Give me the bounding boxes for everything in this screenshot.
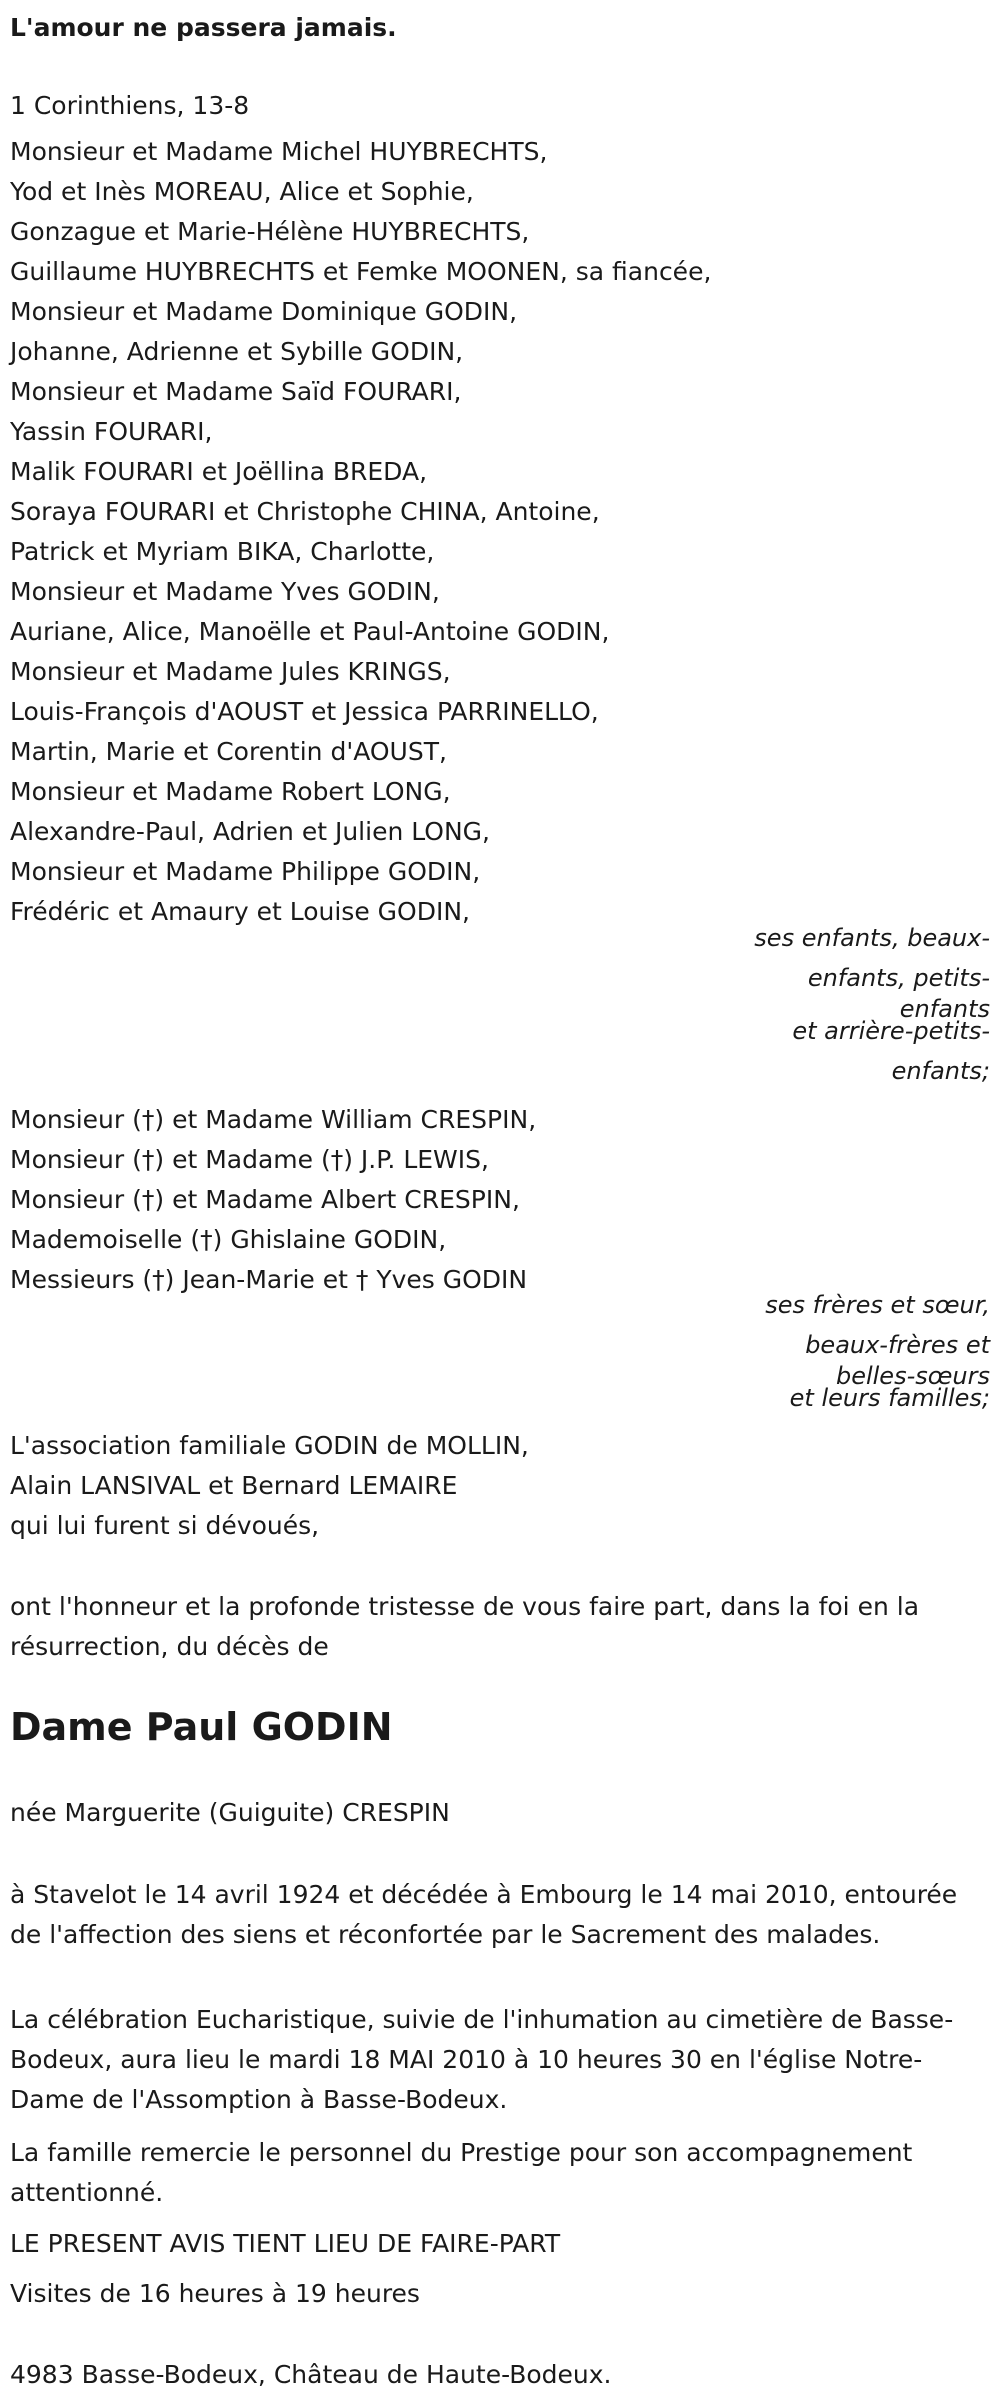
- family-line: L'association familiale GODIN de MOLLIN,: [10, 1431, 529, 1460]
- family-line: Messieurs (†) Jean-Marie et † Yves GODIN: [10, 1265, 528, 1294]
- relation-line: beaux-frères et: [805, 1331, 990, 1359]
- relation-line: belles-sœurs: [835, 1362, 990, 1390]
- siblings-relation: [730, 1285, 990, 1412]
- thanks-text: La famille remercie le personnel du Prestige pour son accompagnement attentionné.: [10, 2138, 913, 2207]
- family-line: Patrick et Myriam BIKA, Charlotte,: [10, 537, 435, 566]
- announcement-text: ont l'honneur et la profonde tristesse de vous faire part, dans la foi en la résurrection, du décès de: [10, 1592, 920, 1661]
- family-line: Monsieur et Madame Dominique GODIN,: [10, 297, 518, 326]
- family-line: Louis-François d'AOUST et Jessica PARRINELLO,: [10, 697, 599, 726]
- family-line: Monsieur (†) et Madame Albert CRESPIN,: [10, 1185, 520, 1214]
- children-relation: [730, 918, 990, 1091]
- ceremony-details: La célébration Eucharistique, suivie de l'inhumation au cimetière de Basse-Bodeux, aura lieu le mardi 18 MAI 2010 à 10 heures 30 en l'église Notre-Dame de l'Assomption à Basse-Bodeux.: [10, 2005, 954, 2114]
- family-line: Alain LANSIVAL et Bernard LEMAIRE: [10, 1471, 458, 1500]
- family-line: Malik FOURARI et Joëllina BREDA,: [10, 457, 428, 486]
- family-line: Monsieur (†) et Madame (†) J.P. LEWIS,: [10, 1145, 489, 1174]
- family-line: Martin, Marie et Corentin d'AOUST,: [10, 737, 447, 766]
- children-list: [10, 132, 711, 932]
- birth-name: née Marguerite (Guiguite) CRESPIN: [10, 1798, 450, 1827]
- relation-line: enfants: [899, 995, 990, 1023]
- opening-quote: L'amour ne passera jamais.: [10, 13, 397, 42]
- deceased-name: Dame Paul GODIN: [10, 1705, 393, 1749]
- bible-citation: 1 Corinthiens, 13-8: [10, 91, 250, 120]
- family-line: Auriane, Alice, Manoëlle et Paul-Antoine GODIN,: [10, 617, 610, 646]
- family-line: Frédéric et Amaury et Louise GODIN,: [10, 897, 470, 926]
- family-line: Monsieur et Madame Yves GODIN,: [10, 577, 440, 606]
- family-line: Guillaume HUYBRECHTS et Femke MOONEN, sa fiancée,: [10, 257, 712, 286]
- family-line: qui lui furent si dévoués,: [10, 1511, 320, 1540]
- family-line: Monsieur et Madame Philippe GODIN,: [10, 857, 481, 886]
- address: 4983 Basse-Bodeux, Château de Haute-Bodeux.: [10, 2360, 612, 2389]
- family-line: Soraya FOURARI et Christophe CHINA, Antoine,: [10, 497, 600, 526]
- family-line: Monsieur et Madame Saïd FOURARI,: [10, 377, 462, 406]
- family-line: Mademoiselle (†) Ghislaine GODIN,: [10, 1225, 447, 1254]
- family-line: Gonzague et Marie-Hélène HUYBRECHTS,: [10, 217, 530, 246]
- association-list: [10, 1426, 529, 1546]
- relation-line: et arrière-petits-: [792, 1017, 990, 1045]
- family-line: Monsieur (†) et Madame William CRESPIN,: [10, 1105, 537, 1134]
- family-line: Johanne, Adrienne et Sybille GODIN,: [10, 337, 464, 366]
- visiting-hours: Visites de 16 heures à 19 heures: [10, 2279, 420, 2308]
- relation-line: et leurs familles;: [789, 1384, 990, 1412]
- relation-line: enfants, petits-: [807, 964, 990, 992]
- relation-line: ses enfants, beaux-: [754, 924, 990, 952]
- family-line: Alexandre-Paul, Adrien et Julien LONG,: [10, 817, 490, 846]
- family-line: Monsieur et Madame Michel HUYBRECHTS,: [10, 137, 548, 166]
- relation-line: enfants;: [891, 1057, 990, 1085]
- siblings-list: [10, 1100, 536, 1300]
- family-line: Monsieur et Madame Robert LONG,: [10, 777, 451, 806]
- birth-death-details: à Stavelot le 14 avril 1924 et décédée à Embourg le 14 mai 2010, entourée de l'affection des siens et réconfortée par le Sacrement des malades.: [10, 1880, 958, 1949]
- family-line: Yod et Inès MOREAU, Alice et Sophie,: [10, 177, 474, 206]
- notice-text: LE PRESENT AVIS TIENT LIEU DE FAIRE-PART: [10, 2229, 561, 2258]
- family-line: Yassin FOURARI,: [10, 417, 213, 446]
- relation-line: ses frères et sœur,: [765, 1291, 990, 1319]
- family-line: Monsieur et Madame Jules KRINGS,: [10, 657, 451, 686]
